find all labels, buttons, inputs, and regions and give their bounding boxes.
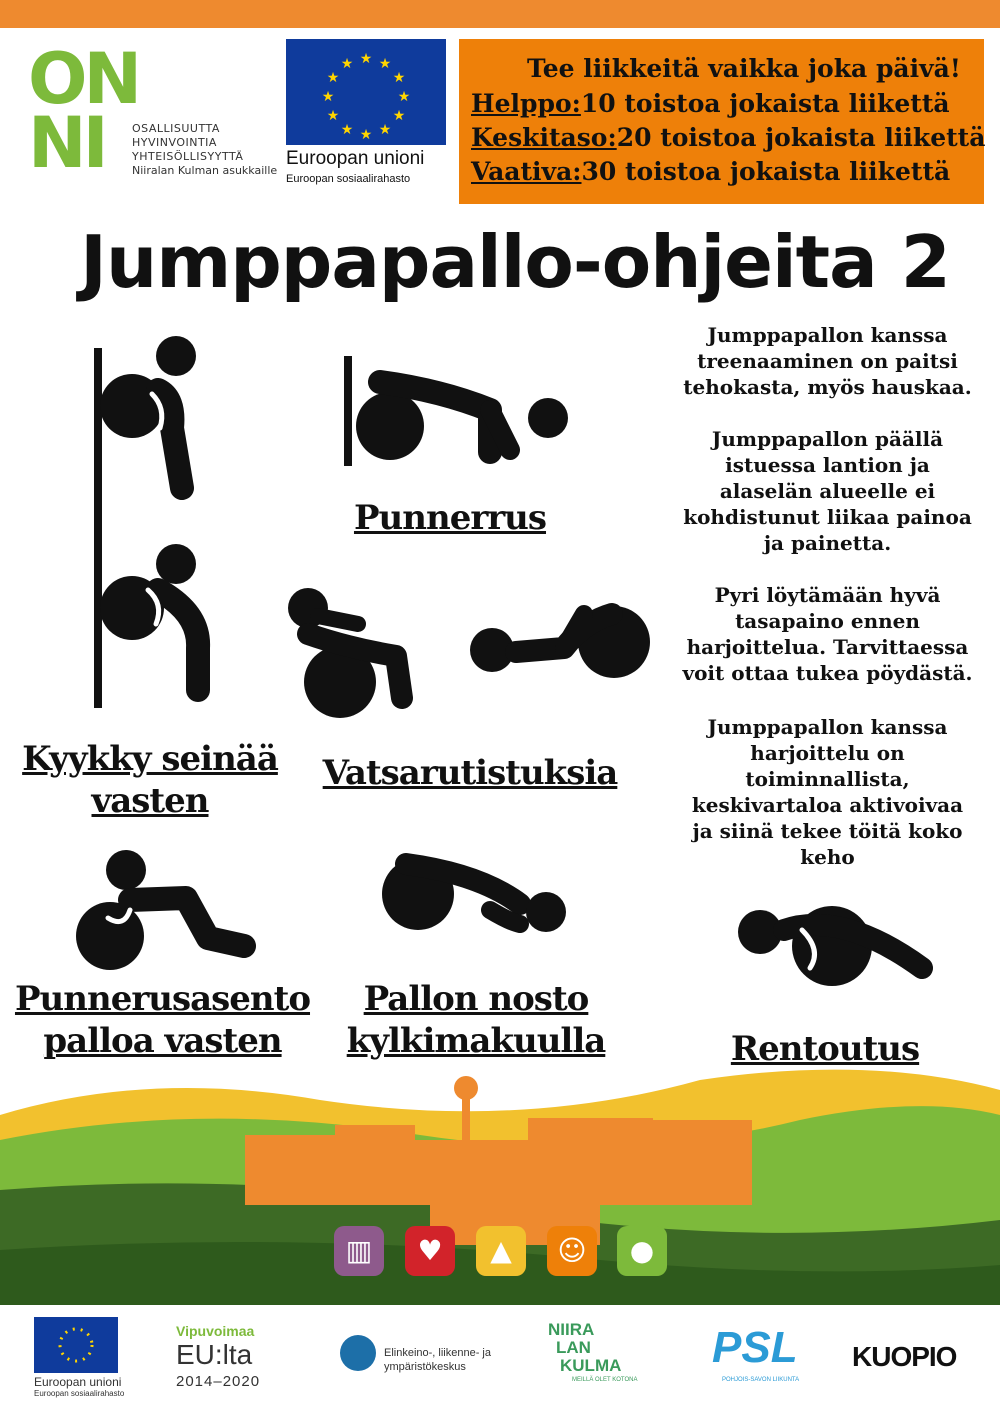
plank-on-ball-pictogram <box>68 838 258 978</box>
onni-line-4: Niiralan Kulman asukkaille <box>132 164 278 177</box>
side-paragraph-2: Jumppapallon päällä istuessa lantion ja alaselän alueelle ei kohdistunut liikaa painoa ja painetta. <box>683 427 972 555</box>
building-icon: ▥ <box>334 1226 384 1276</box>
footer-kuopio: KUOPIO <box>852 1341 957 1372</box>
caption-pushup: Punnerrus <box>353 498 547 538</box>
footer-vipu-line3: 2014–2020 <box>176 1373 261 1390</box>
eu-subcaption: Euroopan sosiaalirahasto <box>286 173 411 185</box>
svg-text:★: ★ <box>340 56 354 72</box>
svg-text:★: ★ <box>378 56 392 72</box>
onni-logo <box>28 38 278 188</box>
level-hard-text: 30 toistoa jokaista liikettä <box>581 157 951 186</box>
ely-logo-icon <box>340 1335 376 1371</box>
svg-text:★: ★ <box>340 122 354 138</box>
eu-stars-icon <box>286 39 446 145</box>
svg-text:★: ★ <box>392 70 406 86</box>
relaxation-pictogram <box>722 890 947 1002</box>
eu-caption: Euroopan unioni <box>286 148 425 169</box>
apple-icon: ● <box>617 1226 667 1276</box>
crunch-pictogram-2 <box>454 592 656 692</box>
svg-text:★: ★ <box>397 89 411 105</box>
level-hard <box>471 157 950 186</box>
level-medium <box>471 123 985 152</box>
footer-niira-line2: LAN <box>556 1338 591 1357</box>
footer-vipu-line1: Vipuvoimaa <box>176 1323 255 1339</box>
levels-heading: Tee liikkeitä vaikka joka päivä! <box>527 54 961 83</box>
footer-eu-sub: Euroopan sosiaalirahasto <box>34 1389 125 1398</box>
heart-icon: ♥ <box>405 1226 455 1276</box>
pushup-pictogram <box>340 352 572 470</box>
caption-crunches: Vatsarutistuksia <box>322 753 618 793</box>
top-orange-bar <box>0 0 1000 28</box>
svg-text:★: ★ <box>359 127 373 143</box>
svg-text:★: ★ <box>392 108 406 124</box>
caption-plank-ball: Punnerusasento palloa vasten <box>14 979 311 1061</box>
level-medium-label: Keskitaso: <box>471 123 617 152</box>
footer-ely-line2: ympäristökeskus <box>384 1361 466 1373</box>
page-title: Jumppapallo-ohjeita 2 <box>80 220 950 304</box>
people-icon: ☺ <box>547 1226 597 1276</box>
side-paragraph-1: Jumppapallon kanssa treenaaminen on paitsi tehokasta, myös hauskaa. <box>683 323 972 399</box>
caption-wall-squat: Kyykky seinää vasten <box>22 739 278 821</box>
footer-eu-flag <box>34 1317 118 1373</box>
svg-text:★: ★ <box>326 70 340 86</box>
caption-ball-lift: Pallon nosto kylkimakuulla <box>346 979 606 1061</box>
svg-text:★: ★ <box>326 108 340 124</box>
crunch-pictogram-1 <box>278 580 443 720</box>
level-hard-label: Vaativa: <box>471 157 582 186</box>
svg-text:★: ★ <box>359 51 373 67</box>
footer-eu-stars-icon <box>34 1317 118 1373</box>
onni-line-3: YHTEISÖLLISYYTTÄ <box>132 150 244 163</box>
svg-text:★: ★ <box>378 122 392 138</box>
side-paragraph-4: Jumppapallon kanssa harjoittelu on toiminnallista, keskivartaloa aktivoivaa ja siinä tekee töitä koko keho <box>691 715 964 869</box>
footer-niira-line1: NIIRA <box>548 1320 595 1339</box>
onni-line-1: OSALLISUUTTA <box>132 122 220 135</box>
side-lying-ball-lift-pictogram <box>370 850 570 950</box>
footer-psl: PSL <box>712 1323 798 1372</box>
level-easy-label: Helppo: <box>471 89 581 118</box>
footer-psl-sub: POHJOIS-SAVON LIIKUNTA <box>722 1377 800 1383</box>
levels-box <box>459 39 984 204</box>
footer-niira-line3: KULMA <box>560 1356 622 1375</box>
level-easy-text: 10 toistoa jokaista liikettä <box>580 89 950 118</box>
eu-flag <box>286 39 446 145</box>
footer-vipu-line2: EU:lta <box>176 1339 253 1370</box>
footer-logos <box>0 1305 1000 1414</box>
tree-icon: ▲ <box>476 1226 526 1276</box>
caption-relaxation: Rentoutus <box>730 1029 920 1069</box>
wall-squat-pictogram <box>80 328 220 713</box>
footer-niira-sub: MEILLÄ OLET KOTONA <box>572 1377 638 1383</box>
level-easy <box>471 89 950 118</box>
onni-logo-bottom: NI <box>28 102 105 184</box>
onni-line-2: HYVINVOINTIA <box>132 136 217 149</box>
side-paragraph-3: Pyri löytämään hyvä tasapaino ennen harjoittelua. Tarvittaessa voit ottaa tukea pöydästä. <box>682 583 973 685</box>
footer-ely-line1: Elinkeino-, liikenne- ja <box>384 1347 491 1359</box>
svg-text:★: ★ <box>321 89 335 105</box>
onni-logo-top: ON <box>28 38 139 120</box>
footer-eu-caption: Euroopan unioni <box>34 1375 122 1389</box>
level-medium-text: 20 toistoa jokaista liikettä <box>616 123 986 152</box>
